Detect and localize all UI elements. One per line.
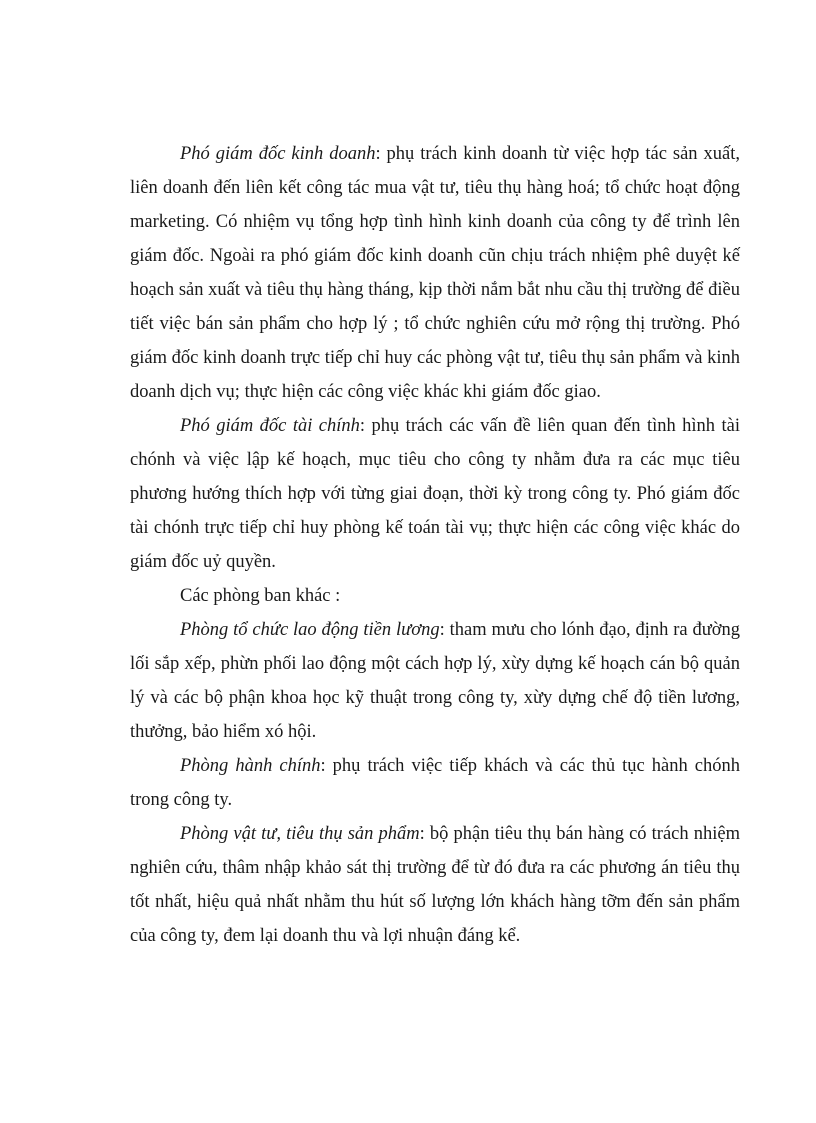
- paragraph-text: : phụ trách việc tiếp khách và các thủ tục hành chónh trong công ty.: [130, 756, 740, 810]
- paragraph-pgd-kinh-doanh: [130, 137, 740, 409]
- paragraph-lead: Phòng tổ chức lao động tiền lương: [180, 620, 440, 640]
- paragraph-text: Các phòng ban khác :: [180, 586, 341, 606]
- paragraph-pgd-tai-chinh: [130, 409, 740, 579]
- paragraph-text: : bộ phận tiêu thụ bán hàng có trách nhiệm nghiên cứu, thâm nhập khảo sát thị trường để từ đó đưa ra các phương án tiêu thụ tốt nhất, hiệu quả nhất nhằm thu hút số lượng lớn khách hàng tỡm đến sản phẩm của công ty, đem lại doanh thu và lợi nhuận đáng kể.: [130, 824, 740, 946]
- paragraph-lead: Phòng vật tư, tiêu thụ sản phẩm: [180, 824, 420, 844]
- paragraph-phong-to-chuc: [130, 613, 740, 749]
- paragraph-lead: Phòng hành chính: [180, 756, 321, 776]
- paragraph-lead: Phó giám đốc tài chính: [180, 416, 360, 436]
- paragraph-lead: Phó giám đốc kinh doanh: [180, 144, 376, 164]
- paragraph-text: : phụ trách các vấn đề liên quan đến tình hình tài chónh và việc lập kế hoạch, mục tiêu cho công ty nhằm đưa ra các mục tiêu phương hướng thích hợp với từng giai đoạn, thời kỳ trong công ty. Phó giám đốc tài chónh trực tiếp chỉ huy phòng kế toán tài vụ; thực hiện các công việc khác do giám đốc uỷ quyền.: [130, 416, 740, 572]
- paragraph-text: : tham mưu cho lónh đạo, định ra đường lối sắp xếp, phừn phối lao động một cách hợp lý, xừy dựng kế hoạch cán bộ quản lý và các bộ phận khoa học kỹ thuật trong công ty, xừy dựng chế độ tiền lương, thưởng, bảo hiểm xó hội.: [130, 620, 741, 742]
- paragraph-cac-phong-ban: [130, 579, 740, 613]
- document-body: [130, 137, 740, 953]
- paragraph-phong-hanh-chinh: [130, 749, 740, 817]
- paragraph-phong-vat-tu: [130, 817, 740, 953]
- paragraph-text: : phụ trách kinh doanh từ việc hợp tác sản xuất, liên doanh đến liên kết công tác mua vật tư, tiêu thụ hàng hoá; tổ chức hoạt động marketing. Có nhiệm vụ tổng hợp tình hình kinh doanh của công ty để trình lên giám đốc. Ngoài ra phó giám đốc kinh doanh cũn chịu trách nhiệm phê duyệt kế hoạch sản xuất và tiêu thụ hàng tháng, kịp thời nắm bắt nhu cầu thị trường để điều tiết việc bán sản phẩm cho hợp lý ; tổ chức nghiên cứu mở rộng thị trường. Phó giám đốc kinh doanh trực tiếp chỉ huy các phòng vật tư, tiêu thụ sản phẩm và kinh doanh dịch vụ; thực hiện các công việc khác khi giám đốc giao.: [130, 144, 740, 402]
